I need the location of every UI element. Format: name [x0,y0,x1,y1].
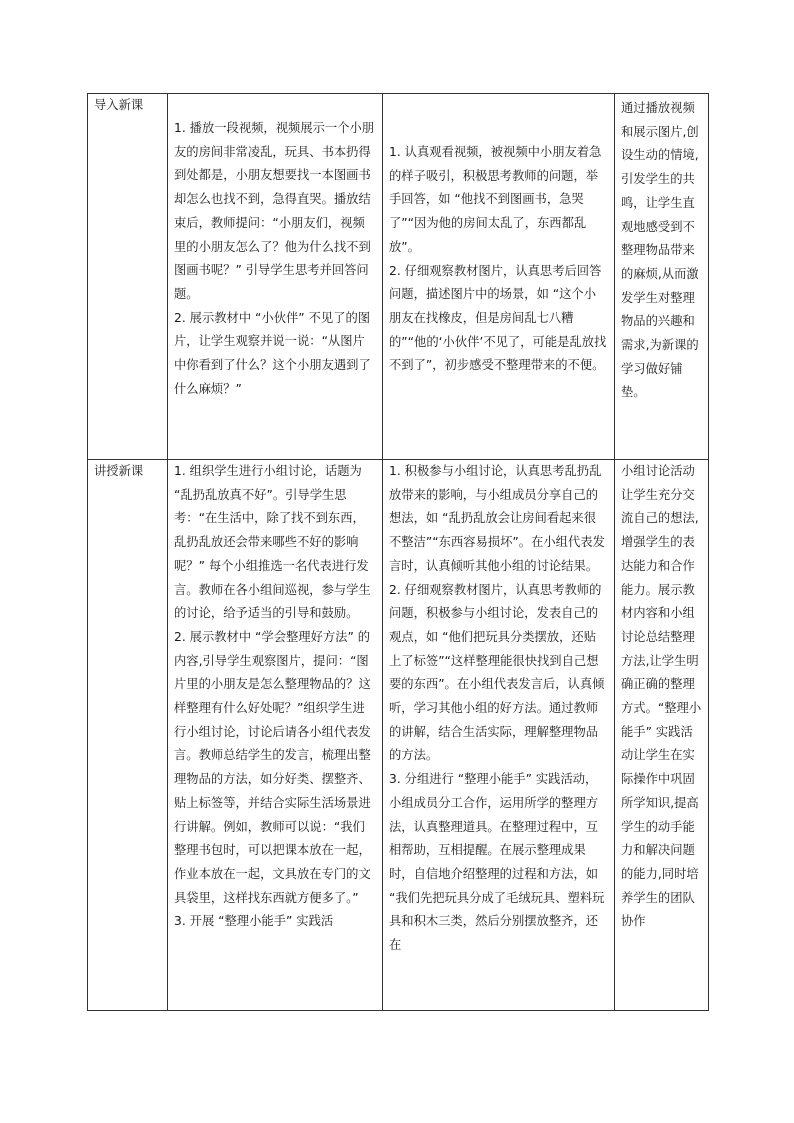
student-activity-cell [383,94,615,460]
teacher-step: 2. 展示教材中 “小伙伴” 不见了的图片，让学生观察并说一说：“从图片中你看到了什么？这个小朋友遇到了什么麻烦？” [174,310,371,396]
stage-label: 讲授新课 [94,464,144,478]
teacher-step: 1. 组织学生进行小组讨论，话题为 “乱扔乱放真不好”。引导学生思考：“在生活中，除了找不到东西，乱扔乱放还会带来哪些不好的影响呢？” 每个小组推选一名代表进行发言。教师在各小组间巡视，参与学生的讨论，给予适当的引导和鼓励。 [174,464,371,621]
stage-label: 导入新课 [94,98,144,112]
design-intent-cell [615,94,709,460]
table-row [88,460,709,1011]
teacher-activity-cell [168,94,383,460]
design-intent-cell [615,460,709,1011]
student-step: 1. 认真观看视频，被视频中小朋友着急的样子吸引，积极思考教师的问题，举手回答，如 “他找不到图画书，急哭了”“因为他的房间太乱了，东西都乱放”。 [389,145,602,254]
student-step: 2. 仔细观察教材图片，认真思考教师的问题，积极参与小组讨论，发表自己的观点，如 “他们把玩具分类摆放，还贴上了标签”“这样整理能很快找到自己想要的东西”。在小组代表发言后，认真倾听，学习其他小组的好方法。通过教师的讲解，结合生活实际，理解整理物品的方法。 [389,582,605,763]
teacher-step: 2. 展示教材中 “学会整理好方法” 的内容,引导学生观察图片，提问：“图片里的小朋友是怎么整理物品的？这样整理有什么好处呢？”组织学生进行小组讨论，讨论后请各小组代表发言。教师总结学生的发言，梳理出整理物品的方法，如分好类、摆整齐、贴上标签等，并结合实际生活场景进行讲解。例如，教师可以说：“我们整理书包时，可以把课本放在一起，作业本放在一起，文具放在专门的文具袋里，这样找东西就方便多了。” [174,629,371,905]
teacher-step: 1. 播放一段视频，视频展示一个小朋友的房间非常凌乱，玩具、书本扔得到处都是，小朋友想要找一本图画书却怎么也找不到，急得直哭。播放结束后，教师提问：“小朋友们，视频里的小朋友怎么了？他为什么找不到图画书呢？” 引导学生思考并回答问题。 [174,121,375,301]
design-intent-text: 通过播放视频和展示图片,创设生动的情境,引发学生的共鸣，让学生直观地感受到不整理物品带来的麻烦,从而激发学生对整理物品的兴趣和需求,为新课的学习做好铺垫。 [621,101,699,400]
student-step: 2. 仔细观察教材图片，认真思考后回答问题，描述图片中的场景，如 “这个小朋友在找橡皮，但是房间乱七八糟的”“他的‘小伙伴’不见了，可能是乱放找不到了”，初步感受不整理带来的不便。 [389,263,607,373]
student-activity-cell [383,460,615,1011]
teacher-activity-cell [168,460,383,1011]
student-step: 3. 分组进行 “整理小能手” 实践活动，小组成员分工合作，运用所学的整理方法，认真整理道具。在整理过程中，互相帮助，互相提醒。在展示整理成果时，自信地介绍整理的过程和方法，如 “我们先把玩具分成了毛绒玩具、塑料玩具和积木三类，然后分别摆放整齐，还在 [389,772,605,953]
lesson-plan-table [87,93,709,1011]
table-row [88,94,709,460]
student-step: 1. 积极参与小组讨论，认真思考乱扔乱放带来的影响，与小组成员分享自己的想法，如 “乱扔乱放会让房间看起来很不整洁”“东西容易损坏”。在小组代表发言时，认真倾听其他小组的讨论结果。 [389,464,605,573]
teacher-step: 3. 开展 “整理小能手” 实践活 [174,914,334,929]
stage-cell [88,94,168,460]
design-intent-text: 小组讨论活动让学生充分交流自己的想法,增强学生的表达能力和合作能力。展示教材内容和小组讨论总结整理方法,让学生明确正确的整理方式。“整理小能手” 实践活动让学生在实际操作中巩固所学知识,提高学生的动手能力和解决问题的能力,同时培养学生的团队协作 [621,464,702,929]
stage-cell [88,460,168,1011]
